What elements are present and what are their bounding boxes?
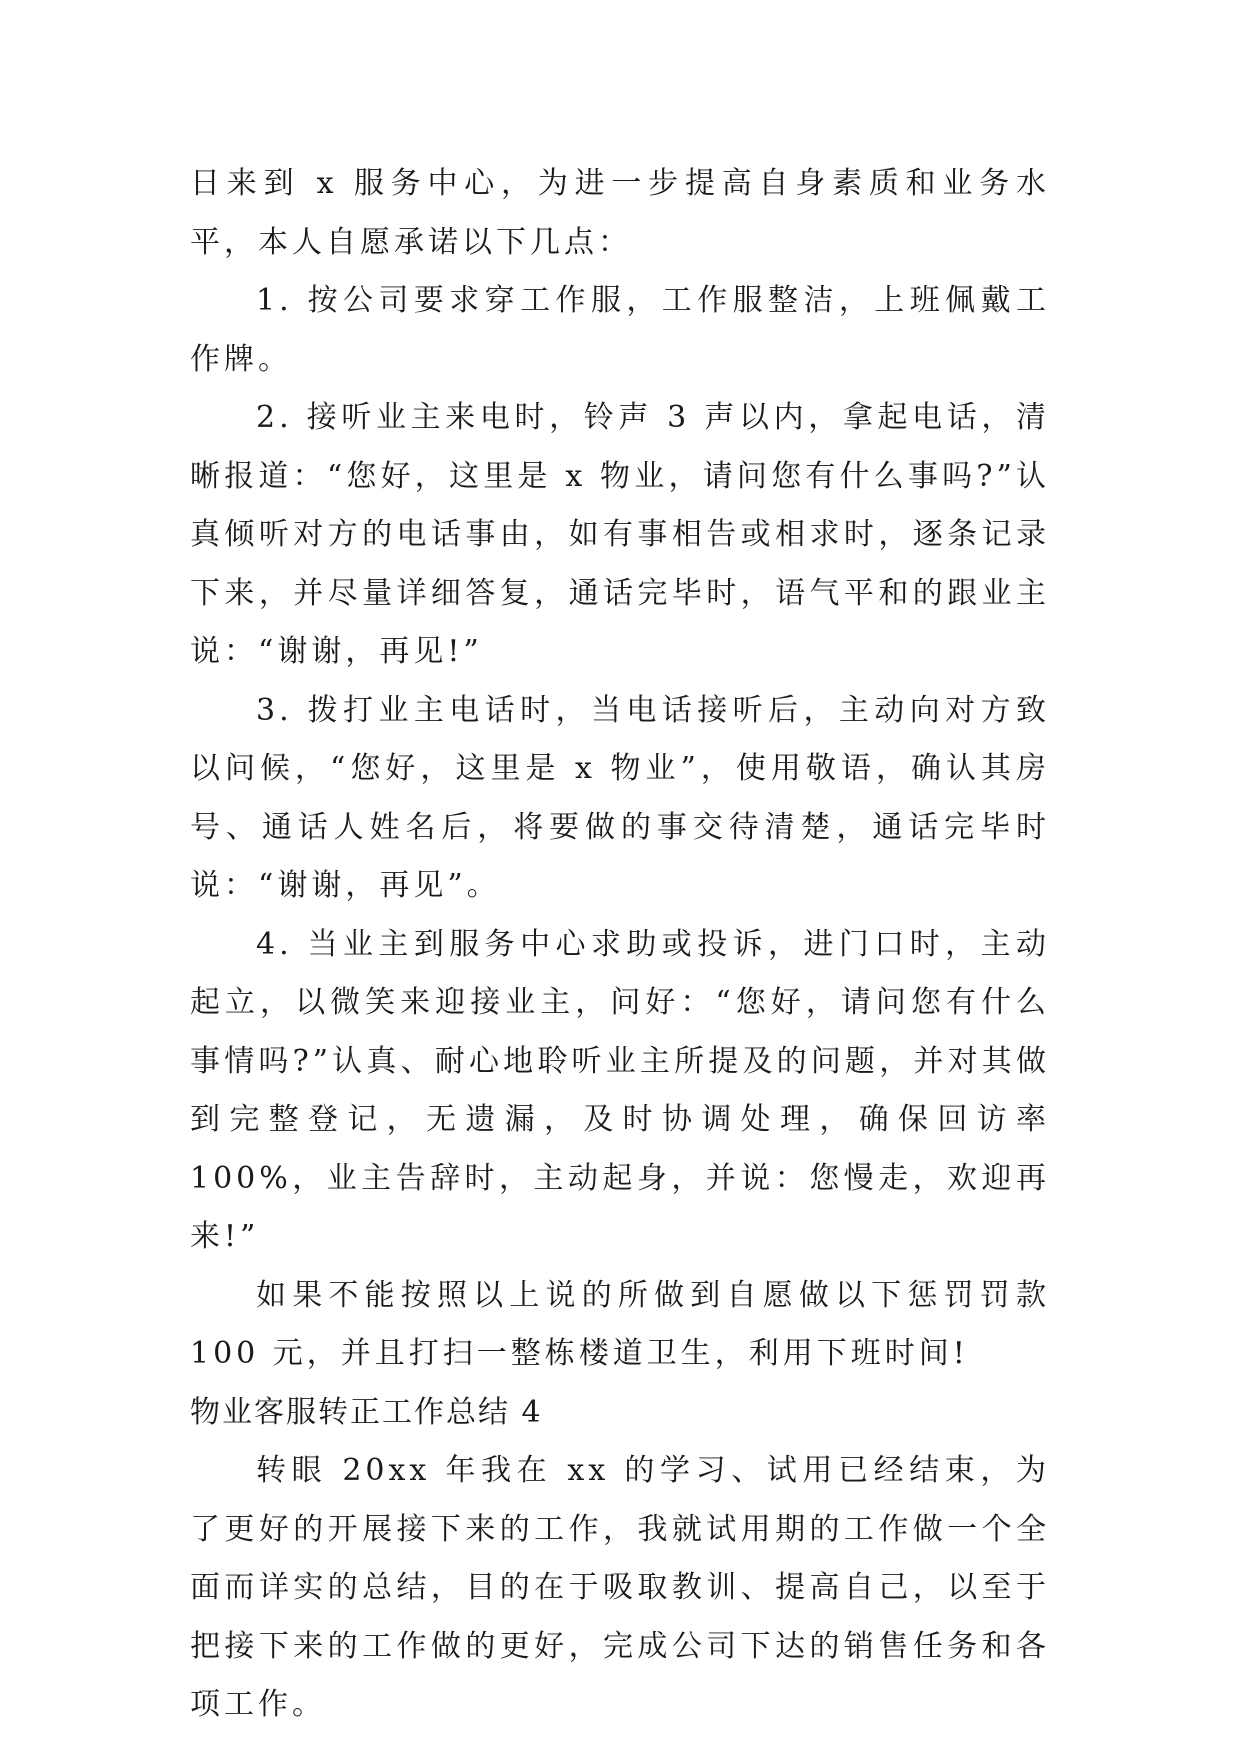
- paragraph-item-3: 3. 拨打业主电话时，当电话接听后，主动向对方致以问候，“您好，这里是 x 物业”，使用敬语，确认其房号、通话人姓名后，将要做的事交待清楚，通话完毕时说：“谢谢，再见”。: [190, 692, 1050, 903]
- paragraph-intro: 日来到 x 服务中心，为进一步提高自身素质和业务水平，本人自愿承诺以下几点：: [190, 166, 1050, 260]
- paragraph-summary: 转眼 20xx 年我在 xx 的学习、试用已经结束，为了更好的开展接下来的工作，我就试用期的工作做一个全面而详实的总结，目的在于吸取教训、提高自己，以至于把接下来的工作做的更好，完成公司下达的销售任务和各项工作。: [190, 1453, 1050, 1722]
- paragraph-item-2: 2. 接听业主来电时，铃声 3 声以内，拿起电话，清晰报道：“您好，这里是 x 物业，请问您有什么事吗?”认真倾听对方的电话事由，如有事相告或相求时，逐条记录下来，并尽量详细答复，通话完毕时，语气平和的跟业主说：“谢谢，再见!”: [190, 400, 1050, 669]
- paragraph-item-4: 4. 当业主到服务中心求助或投诉，进门口时，主动起立，以微笑来迎接业主，问好：“您好，请问您有什么事情吗?”认真、耐心地聆听业主所提及的问题，并对其做到完整登记，无遗漏，及时协调处理，确保回访率 100%，业主告辞时，主动起身，并说：您慢走，欢迎再来!”: [190, 926, 1050, 1254]
- paragraph-item-1: 1. 按公司要求穿工作服，工作服整洁，上班佩戴工作牌。: [190, 283, 1050, 377]
- section-heading: 物业客服转正工作总结 4: [190, 1394, 543, 1430]
- paragraph-penalty: 如果不能按照以上说的所做到自愿做以下惩罚罚款 100 元，并且打扫一整栋楼道卫生，利用下班时间!: [190, 1277, 1050, 1371]
- document-body: [190, 155, 1050, 1735]
